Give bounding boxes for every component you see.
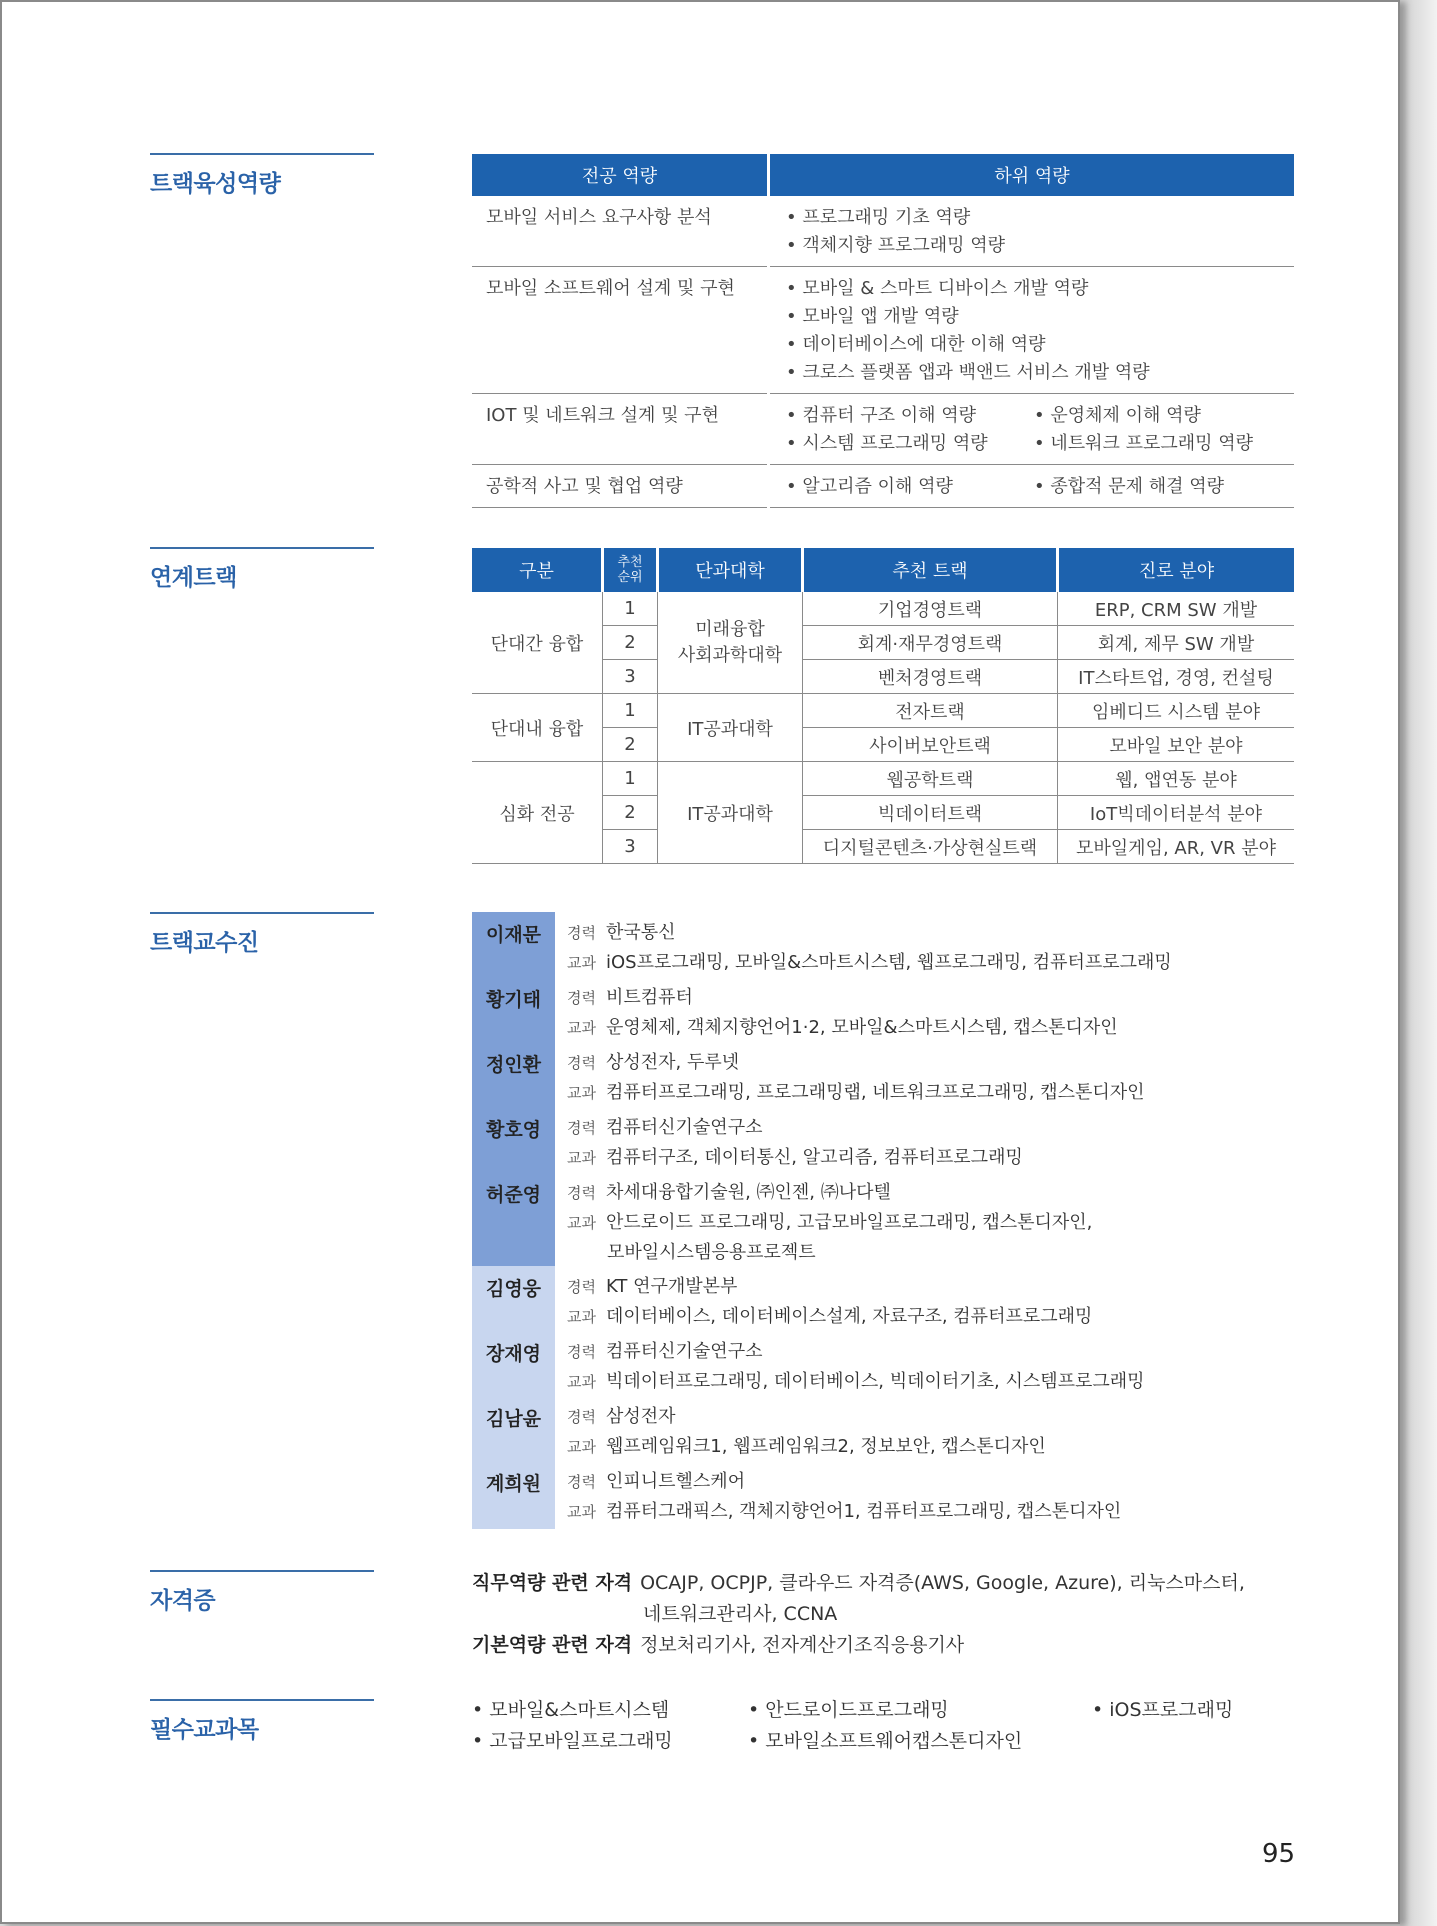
- page-edge-shadow: [1400, 0, 1437, 1926]
- sub-item: • 크로스 플랫폼 앱과 백앤드 서비스 개발 역량: [786, 362, 1150, 383]
- career-value: 삼성전자: [605, 1406, 676, 1427]
- career-cell: 모바일게임, AR, VR 분야: [1058, 830, 1295, 864]
- rank-cell: 3: [603, 660, 658, 694]
- career-value: 컴퓨터신기술연구소: [605, 1117, 763, 1138]
- career-value: 한국통신: [605, 922, 676, 943]
- faculty-row: [472, 1042, 1294, 1107]
- faculty-row: [472, 1331, 1294, 1396]
- track-cell: 기업경영트랙: [803, 592, 1058, 626]
- competency-table: [472, 154, 1294, 508]
- courses-value: 운영체제, 객체지향언어1·2, 모바일&스마트시스템, 캡스톤디자인: [605, 1017, 1118, 1038]
- sub-item: • 시스템 프로그래밍 역량: [786, 433, 988, 454]
- sub-cell: [769, 394, 1295, 465]
- faculty-row: [472, 1172, 1294, 1266]
- courses-value: 안드로이드 프로그래밍, 고급모바일프로그래밍, 캡스톤디자인,: [605, 1212, 1093, 1233]
- job-cert-value-cont: 네트워크관리사, CCNA: [643, 1603, 838, 1625]
- faculty-row: [472, 977, 1294, 1042]
- faculty-info: [555, 1331, 1145, 1396]
- career-label: 경력: [567, 1408, 596, 1426]
- courses-value: iOS프로그래밍, 모바일&스마트시스템, 웹프로그래밍, 컴퓨터프로그래밍: [605, 952, 1172, 973]
- courses-value: 컴퓨터그래픽스, 객체지향언어1, 컴퓨터프로그래밍, 캡스톤디자인: [605, 1501, 1122, 1522]
- courses-value-cont: 모바일시스템응용프로젝트: [607, 1242, 816, 1263]
- faculty-name: 장재영: [472, 1331, 555, 1396]
- header-career: 진로 분야: [1058, 548, 1295, 592]
- rank-cell: 1: [603, 762, 658, 796]
- career-value: KT 연구개발본부: [605, 1276, 738, 1297]
- career-cell: 웹, 앱연동 분야: [1058, 762, 1295, 796]
- faculty-row: [472, 912, 1294, 977]
- page-number: 95: [1262, 1839, 1296, 1869]
- faculty-name: 김영웅: [472, 1266, 555, 1331]
- courses-label: 교과: [567, 1019, 596, 1037]
- career-label: 경력: [567, 1054, 596, 1072]
- career-cell: ERP, CRM SW 개발: [1058, 592, 1295, 626]
- track-cell: 회계·재무경영트랙: [803, 626, 1058, 660]
- sub-cell: [769, 465, 1295, 508]
- sub-item: • 프로그래밍 기초 역량: [786, 207, 971, 228]
- sub-item: • 종합적 문제 해결 역량: [1034, 476, 1224, 497]
- sub-cell: [769, 267, 1295, 394]
- header-track: 추천 트랙: [803, 548, 1058, 592]
- career-cell: 모바일 보안 분야: [1058, 728, 1295, 762]
- faculty-info: [555, 1396, 1046, 1461]
- table-row: [472, 694, 1294, 728]
- certificates: [472, 1568, 1245, 1661]
- job-cert-value: OCAJP, OCPJP, 클라우드 자격증(AWS, Google, Azure), 리눅스마스터,: [640, 1572, 1245, 1594]
- table-row: [472, 465, 1294, 508]
- college-cell: IT공과대학: [658, 762, 803, 864]
- sub-item: • 데이터베이스에 대한 이해 역량: [786, 334, 1046, 355]
- faculty-name: 이재문: [472, 912, 555, 977]
- career-cell: IT스타트업, 경영, 컨설팅: [1058, 660, 1295, 694]
- career-value: 비트컴퓨터: [605, 987, 693, 1008]
- career-value: 상성전자, 두루넷: [605, 1052, 740, 1073]
- faculty-row: [472, 1461, 1294, 1529]
- major-cell: 모바일 서비스 요구사항 분석: [472, 196, 769, 267]
- faculty-row: [472, 1266, 1294, 1331]
- rank-cell: 1: [603, 694, 658, 728]
- track-cell: 벤처경영트랙: [803, 660, 1058, 694]
- table-row: [472, 762, 1294, 796]
- courses-label: 교과: [567, 1308, 596, 1326]
- basic-cert-value: 정보처리기사, 전자계산기조직응용기사: [640, 1634, 965, 1656]
- faculty-info: [555, 1172, 1092, 1266]
- section-title: 트랙육성역량: [150, 171, 281, 197]
- faculty-list: [472, 912, 1294, 1529]
- rank-cell: 1: [603, 592, 658, 626]
- courses-value: 컴퓨터구조, 데이터통신, 알고리즘, 컴퓨터프로그래밍: [605, 1147, 1023, 1168]
- section-faculty: [150, 912, 374, 957]
- sub-item: • 객체지향 프로그래밍 역량: [786, 235, 1006, 256]
- sub-cell: [769, 196, 1295, 267]
- college-line1: 미래융합: [695, 618, 765, 640]
- course-item: • 고급모바일프로그래밍: [472, 1730, 673, 1752]
- track-cell: 전자트랙: [803, 694, 1058, 728]
- sub-item: • 컴퓨터 구조 이해 역량: [786, 405, 976, 426]
- faculty-row: [472, 1107, 1294, 1172]
- header-major: 전공 역량: [472, 154, 769, 196]
- career-label: 경력: [567, 1184, 596, 1202]
- course-item: • 모바일소프트웨어캡스톤디자인: [748, 1730, 1023, 1752]
- career-value: 컴퓨터신기술연구소: [605, 1341, 763, 1362]
- career-label: 경력: [567, 989, 596, 1007]
- career-label: 경력: [567, 1119, 596, 1137]
- group-type: 심화 전공: [472, 762, 603, 864]
- section-required: [150, 1699, 374, 1744]
- sub-item: • 운영체제 이해 역량: [1034, 405, 1201, 426]
- career-cell: 임베디드 시스템 분야: [1058, 694, 1295, 728]
- table-row: [472, 267, 1294, 394]
- section-title: 연계트랙: [150, 565, 237, 591]
- faculty-info: [555, 1266, 1092, 1331]
- rank-line1: 추천: [617, 555, 643, 570]
- header-type: 구분: [472, 548, 603, 592]
- faculty-name: 황호영: [472, 1107, 555, 1172]
- section-title: 트랙교수진: [150, 930, 259, 956]
- section-linked: [150, 547, 374, 592]
- courses-label: 교과: [567, 1149, 596, 1167]
- sub-item: • 네트워크 프로그래밍 역량: [1034, 433, 1254, 454]
- courses-value: 데이터베이스, 데이터베이스설계, 자료구조, 컴퓨터프로그래밍: [605, 1306, 1093, 1327]
- table-row: [472, 592, 1294, 626]
- career-value: 차세대융합기술원, ㈜인젠, ㈜나다텔: [605, 1182, 891, 1203]
- courses-value: 컴퓨터프로그래밍, 프로그래밍랩, 네트워크프로그래밍, 캡스톤디자인: [605, 1082, 1145, 1103]
- table-row: [472, 196, 1294, 267]
- courses-label: 교과: [567, 1373, 596, 1391]
- course-item: • 안드로이드프로그래밍: [748, 1699, 949, 1721]
- career-label: 경력: [567, 1473, 596, 1491]
- career-label: 경력: [567, 1343, 596, 1361]
- faculty-info: [555, 977, 1118, 1042]
- major-cell: 공학적 사고 및 협업 역량: [472, 465, 769, 508]
- career-label: 경력: [567, 1278, 596, 1296]
- college-cell: [658, 592, 803, 694]
- track-cell: 디지털콘텐츠·가상현실트랙: [803, 830, 1058, 864]
- track-cell: 사이버보안트랙: [803, 728, 1058, 762]
- career-cell: 회계, 제무 SW 개발: [1058, 626, 1295, 660]
- table-row: [472, 394, 1294, 465]
- section-competency: [150, 153, 374, 198]
- career-cell: IoT빅데이터분석 분야: [1058, 796, 1295, 830]
- sub-item: • 모바일 앱 개발 역량: [786, 306, 959, 327]
- faculty-name: 정인환: [472, 1042, 555, 1107]
- major-cell: 모바일 소프트웨어 설계 및 구현: [472, 267, 769, 394]
- career-label: 경력: [567, 924, 596, 942]
- header-sub: 하위 역량: [769, 154, 1295, 196]
- courses-label: 교과: [567, 1214, 596, 1232]
- group-type: 단대내 융합: [472, 694, 603, 762]
- college-line2: 사회과학대학: [677, 644, 783, 666]
- faculty-row: [472, 1396, 1294, 1461]
- courses-label: 교과: [567, 1438, 596, 1456]
- faculty-info: [555, 1461, 1121, 1529]
- faculty-info: [555, 1042, 1145, 1107]
- faculty-name: 계희원: [472, 1461, 555, 1529]
- header-college: 단과대학: [658, 548, 803, 592]
- faculty-info: [555, 912, 1172, 977]
- courses-label: 교과: [567, 1084, 596, 1102]
- rank-cell: 2: [603, 796, 658, 830]
- faculty-info: [555, 1107, 1023, 1172]
- course-item: • iOS프로그래밍: [1092, 1699, 1234, 1721]
- group-type: 단대간 융합: [472, 592, 603, 694]
- faculty-name: 허준영: [472, 1172, 555, 1266]
- section-title: 필수교과목: [150, 1717, 259, 1743]
- rank-cell: 2: [603, 626, 658, 660]
- courses-label: 교과: [567, 954, 596, 972]
- section-title: 자격증: [150, 1588, 216, 1614]
- major-cell: IOT 및 네트워크 설계 및 구현: [472, 394, 769, 465]
- faculty-name: 황기태: [472, 977, 555, 1042]
- linked-track-table: [472, 548, 1294, 864]
- course-item: • 모바일&스마트시스템: [472, 1699, 670, 1721]
- career-value: 인피니트헬스케어: [605, 1471, 746, 1492]
- header-rank: [603, 548, 658, 592]
- track-cell: 빅데이터트랙: [803, 796, 1058, 830]
- college-cell: IT공과대학: [658, 694, 803, 762]
- courses-value: 웹프레임워크1, 웹프레임워크2, 정보보안, 캡스톤디자인: [605, 1436, 1046, 1457]
- basic-cert-label: 기본역량 관련 자격: [472, 1634, 633, 1656]
- sub-item: • 알고리즘 이해 역량: [786, 476, 953, 497]
- rank-cell: 2: [603, 728, 658, 762]
- sub-item: • 모바일 & 스마트 디바이스 개발 역량: [786, 278, 1089, 299]
- rank-cell: 3: [603, 830, 658, 864]
- section-certs: [150, 1570, 374, 1615]
- courses-label: 교과: [567, 1503, 596, 1521]
- job-cert-label: 직무역량 관련 자격: [472, 1572, 633, 1594]
- rank-line2: 순위: [617, 570, 643, 585]
- track-cell: 웹공학트랙: [803, 762, 1058, 796]
- courses-value: 빅데이터프로그래밍, 데이터베이스, 빅데이터기초, 시스템프로그래밍: [605, 1371, 1145, 1392]
- faculty-name: 김남윤: [472, 1396, 555, 1461]
